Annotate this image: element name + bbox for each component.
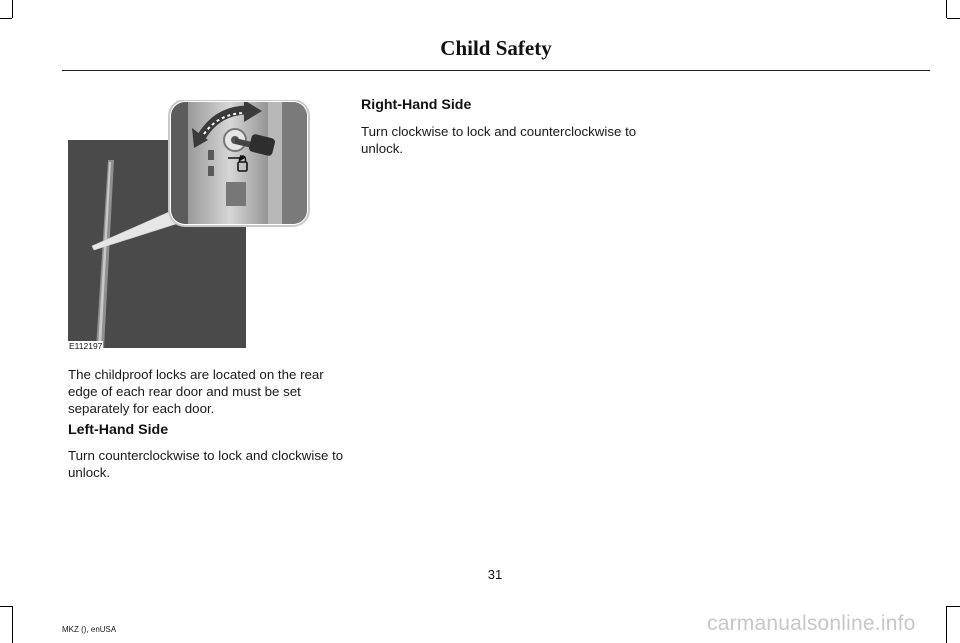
crop-mark-br-h: [947, 606, 960, 607]
crop-mark-tl-h: [0, 18, 12, 19]
crop-mark-tr-h: [947, 18, 960, 19]
childproof-lock-illustration: [68, 100, 312, 352]
left-hand-side-text: Turn counterclockwise to lock and clockwise to unlock.: [68, 448, 344, 480]
crop-mark-br-v: [946, 606, 947, 643]
page-title: Child Safety: [440, 36, 552, 60]
left-hand-side-heading: Left-Hand Side: [68, 422, 169, 438]
page-number: 31: [487, 567, 503, 582]
intro-paragraph: The childproof locks are located on the rear edge of each rear door and must be set separately for each door.: [68, 367, 324, 416]
header-rule: [62, 70, 930, 71]
right-hand-side-heading: Right-Hand Side: [361, 97, 472, 113]
figure-code: E112197: [69, 341, 103, 351]
crop-mark-tr-v: [946, 0, 947, 18]
crop-mark-bl-h: [0, 606, 12, 607]
crop-mark-tl-v: [12, 0, 13, 18]
crop-mark-bl-v: [12, 606, 13, 643]
watermark: carmanualsonline.info: [707, 612, 916, 635]
right-hand-side-text: Turn clockwise to lock and counterclockwise to unlock.: [361, 124, 637, 156]
document-id: MKZ (), enUSA: [62, 625, 117, 634]
